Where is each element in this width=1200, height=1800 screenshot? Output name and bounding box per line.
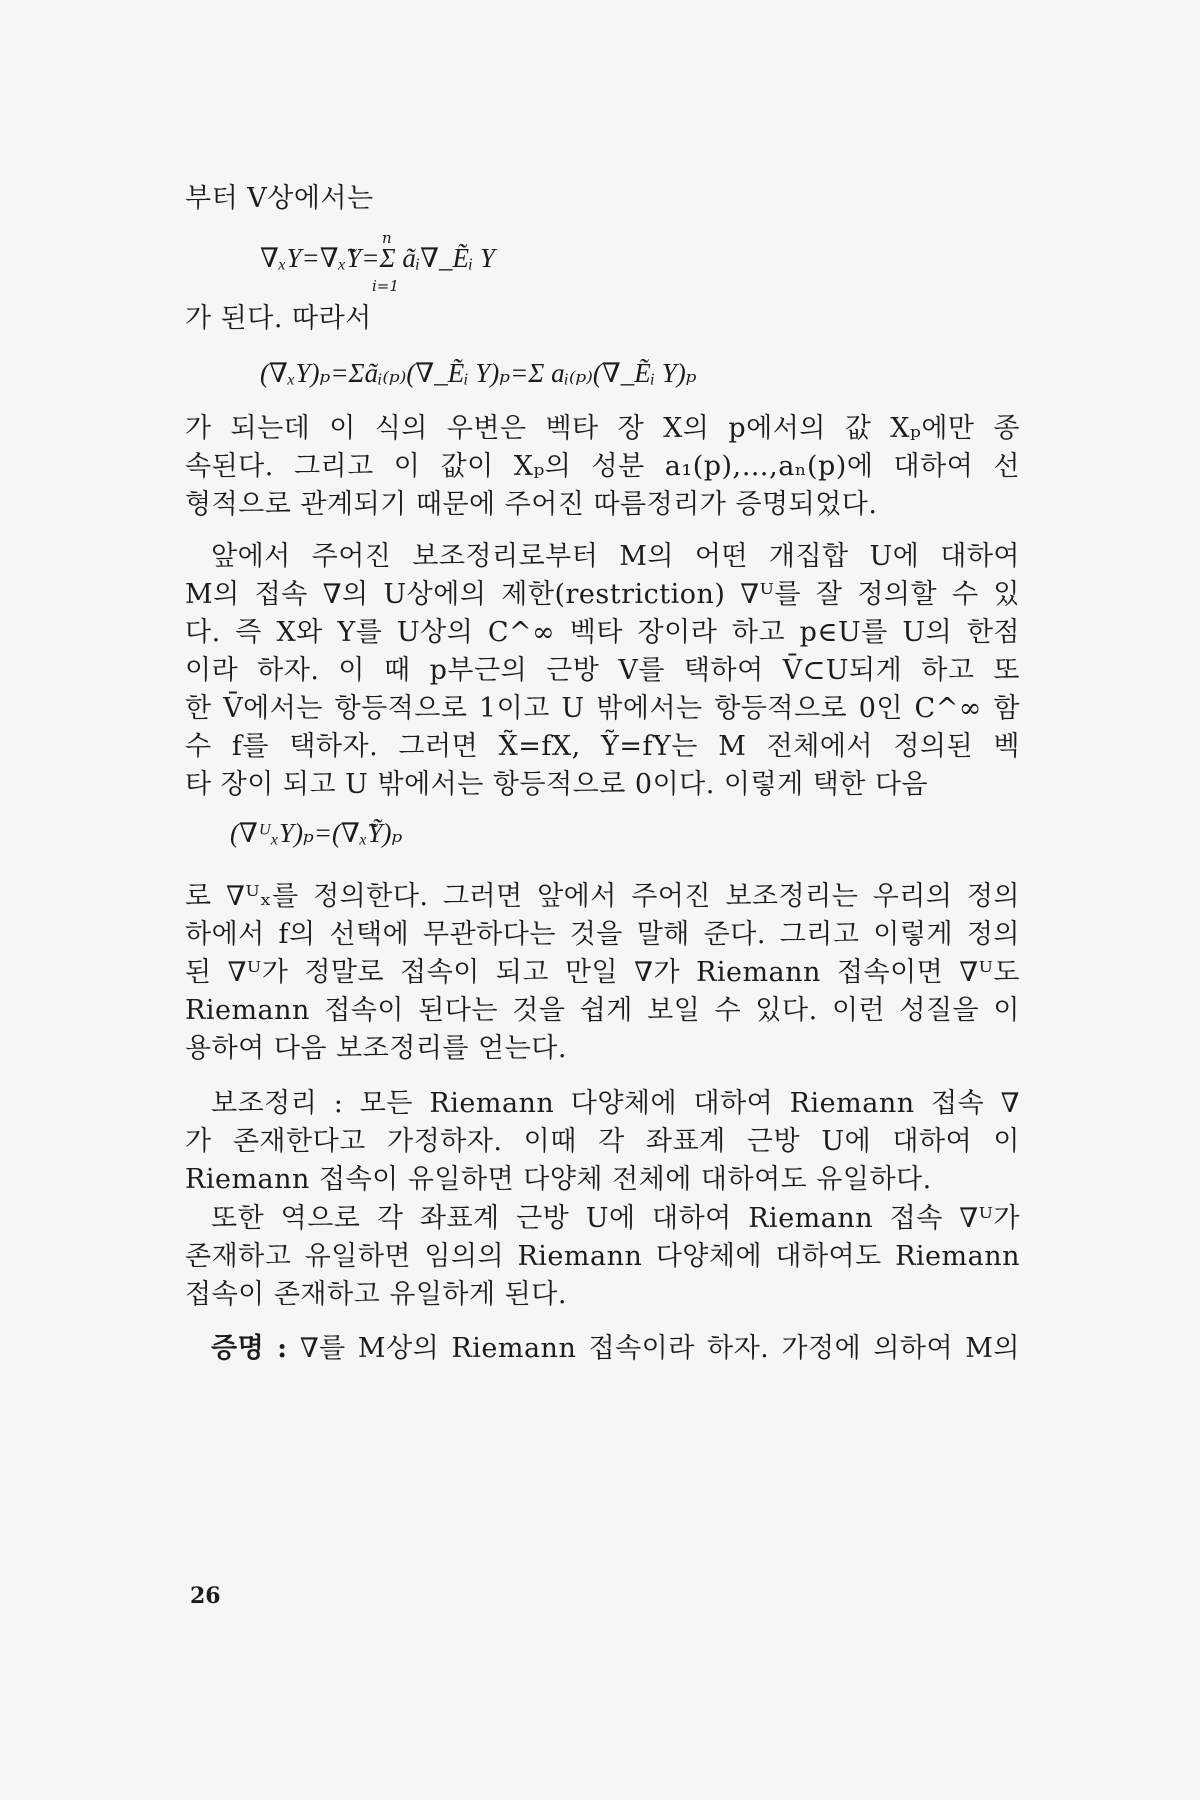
paragraph-3-line: Riemann 접속이 된다는 것을 쉽게 보일 수 있다. 이런 성질을 이 <box>185 995 1020 1026</box>
converse-line: 접속이 존재하고 유일하게 된다. <box>185 1279 567 1310</box>
proof-paragraph <box>185 1330 1020 1368</box>
equation-1-sum-top: n <box>382 229 392 247</box>
equation-1-sum-bottom: i=1 <box>372 277 399 295</box>
page-number: 26 <box>190 1583 221 1609</box>
after-equation-1-text <box>185 300 1020 338</box>
paragraph-2-line: 이라 하자. 이 때 p부근의 근방 V를 택하여 V̄⊂U되게 하고 또 <box>185 655 1020 686</box>
intro-line: 부터 V상에서는 <box>185 183 374 214</box>
lemma-first-line <box>185 1085 1020 1123</box>
converse-paragraph <box>185 1200 1020 1314</box>
equation-1 <box>260 243 495 274</box>
paragraph-1-line: 속된다. 그리고 이 값이 Xₚ의 성분 a₁(p),…,aₙ(p)에 대하여 선 <box>185 451 1020 482</box>
lemma-line: 가 존재한다고 가정하자. 이때 각 좌표계 근방 U에 대하여 이 <box>185 1126 1020 1157</box>
paragraph-3-line: 로 ∇ᵁₓ를 정의한다. 그러면 앞에서 주어진 보조정리는 우리의 정의 <box>185 881 1020 912</box>
paragraph-2-line: 수 f를 택하자. 그러면 X̃=fX, Ỹ=fY는 M 전체에서 정의된 벡 <box>185 731 1020 762</box>
equation-2-body: (∇ₓY)ₚ=Σãᵢ₍ₚ₎(∇_Ẽᵢ Y)ₚ=Σ aᵢ₍ₚ₎(∇_Ẽᵢ Y)ₚ <box>260 358 697 388</box>
lemma-label: 보조정리 : <box>211 1088 344 1119</box>
paragraph-3-line: 된 ∇ᵁ가 정말로 접속이 되고 만일 ∇가 Riemann 접속이면 ∇ᵁ도 <box>185 957 1020 988</box>
paragraph-3 <box>185 878 1020 1068</box>
proof-label: 증명 : <box>211 1333 288 1364</box>
after-equation-1-line: 가 된다. 따라서 <box>185 303 372 334</box>
paragraph-3-line: 용하여 다음 보조정리를 얻는다. <box>185 1033 567 1064</box>
proof-line: ∇를 M상의 Riemann 접속이라 하자. 가정에 의하여 M의 <box>299 1333 1020 1364</box>
paragraph-1 <box>185 410 1020 524</box>
intro-text <box>185 180 1020 218</box>
paragraph-2-line: M의 접속 ∇의 U상에의 제한(restriction) ∇ᵁ를 잘 정의할 수 있 <box>185 579 1020 610</box>
equation-3 <box>230 818 402 849</box>
paragraph-1-line: 가 되는데 이 식의 우변은 벡타 장 X의 p에서의 값 Xₚ에만 종 <box>185 413 1020 444</box>
paragraph-2-line: 다. 즉 X와 Y를 U상의 C^∞ 벡타 장이라 하고 p∈U를 U의 한점 <box>185 617 1020 648</box>
lemma-line: 모든 Riemann 다양체에 대하여 Riemann 접속 ∇ <box>359 1088 1020 1119</box>
lemma <box>185 1085 1020 1199</box>
equation-3-body: (∇ᵁₓY)ₚ=(∇ₓ̃Ỹ)ₚ <box>230 818 403 848</box>
converse-line: 또한 역으로 각 좌표계 근방 U에 대하여 Riemann 접속 ∇ᵁ가 <box>211 1203 1020 1234</box>
paragraph-1-line: 형적으로 관계되기 때문에 주어진 따름정리가 증명되었다. <box>185 489 878 520</box>
paragraph-2-line: 앞에서 주어진 보조정리로부터 M의 어떤 개집합 U에 대하여 <box>211 541 1020 572</box>
lemma-line: Riemann 접속이 유일하면 다양체 전체에 대하여도 유일하다. <box>185 1164 932 1195</box>
converse-line: 존재하고 유일하면 임의의 Riemann 다양체에 대하여도 Riemann <box>185 1241 1020 1272</box>
paragraph-2-line: 타 장이 되고 U 밖에서는 항등적으로 0이다. 이렇게 택한 다음 <box>185 769 929 800</box>
paragraph-2-line: 한 V̄에서는 항등적으로 1이고 U 밖에서는 항등적으로 0인 C^∞ 함 <box>185 693 1020 724</box>
equation-1-body: ∇ₓY=∇ₓ̃Y=Σ ãᵢ∇_Ẽᵢ Y <box>260 243 495 273</box>
equation-2 <box>260 358 697 389</box>
paragraph-2 <box>185 538 1020 804</box>
paragraph-3-line: 하에서 f의 선택에 무관하다는 것을 말해 준다. 그리고 이렇게 정의 <box>185 919 1020 950</box>
proof-first-line <box>185 1330 1020 1368</box>
